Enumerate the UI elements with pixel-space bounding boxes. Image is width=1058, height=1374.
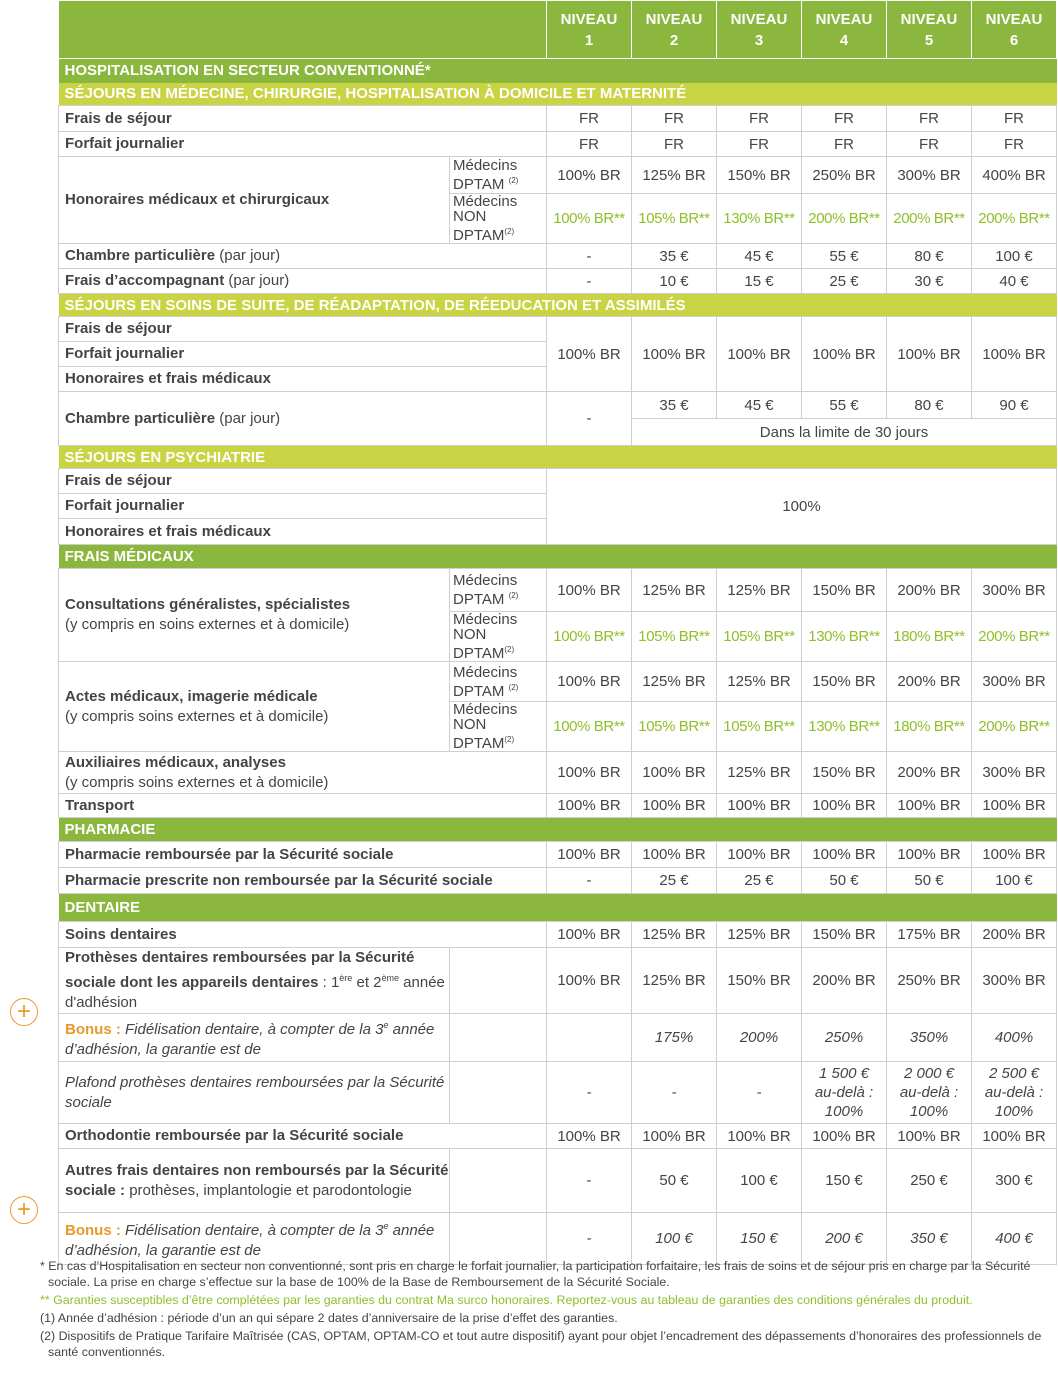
cell: FR (632, 106, 717, 132)
cell: 250% BR (887, 948, 972, 1014)
cell: 150% BR (717, 948, 802, 1014)
cell: 100% BR (547, 662, 632, 702)
row-label: Transport (59, 794, 547, 818)
cell: 100% BR** (547, 194, 632, 244)
cell: 100 € (632, 1213, 717, 1265)
cell: 1 500 € au-delà : 100% (802, 1062, 887, 1124)
row-label: Frais d’accompagnant (par jour) (59, 269, 547, 294)
cell: FR (887, 132, 972, 157)
cell: 40 € (972, 269, 1057, 294)
plus-icon: + (10, 998, 38, 1026)
cell: 15 € (717, 269, 802, 294)
cell: 100% BR (547, 157, 632, 194)
cell: 200% (717, 1014, 802, 1062)
cell: 300 € (972, 1149, 1057, 1213)
guarantees-table (58, 0, 1057, 1265)
cell: 25 € (802, 269, 887, 294)
cell (547, 1014, 632, 1062)
empty-cell (450, 1213, 547, 1265)
cell: 125% BR (717, 569, 802, 612)
cell: 80 € (887, 244, 972, 269)
cell: - (632, 1062, 717, 1124)
cell: 30 € (887, 269, 972, 294)
cell: 100% BR (802, 317, 887, 392)
cell: 100% BR (802, 842, 887, 868)
cell: 125% BR (632, 662, 717, 702)
cell: 300% BR (972, 662, 1057, 702)
cell: 150 € (717, 1213, 802, 1265)
cell: - (547, 269, 632, 294)
cell: 25 € (717, 868, 802, 894)
footnotes (40, 1258, 1058, 1362)
cell: 300% BR (887, 157, 972, 194)
cell: FR (547, 106, 632, 132)
cell: 100% BR (717, 794, 802, 818)
cell: 100% BR (547, 317, 632, 392)
cell: 150% BR (717, 157, 802, 194)
row-label: Actes médicaux, imagerie médicale (y compris soins externes et à domicile) (59, 662, 450, 752)
cell: 150% BR (802, 569, 887, 612)
row-bonus-2 (59, 1213, 1057, 1265)
row-auxiliaires (59, 752, 1057, 794)
cell: 105% BR** (632, 612, 717, 662)
row-protheses (59, 948, 1057, 1014)
cell: FR (547, 132, 632, 157)
doctor-type: Médecins DPTAM $^{(2)}$ (450, 569, 547, 612)
cell: 400% (972, 1014, 1057, 1062)
cell: 10 € (632, 269, 717, 294)
row-forfait (59, 132, 1057, 157)
footnote: (2) Dispositifs de Pratique Tarifaire Maîtrisée (CAS, OPTAM, OPTAM-CO et tout autre dispositif) ayant pour objet l’encadrement des dépassements d’honoraires des professionnels de santé conventionnés. (40, 1329, 1042, 1359)
cell: 150% BR (802, 662, 887, 702)
subsection-header: SÉJOURS EN PSYCHIATRIE (59, 446, 1057, 469)
psy-cell: 100% (547, 469, 1057, 545)
cell: 100% BR (547, 948, 632, 1014)
cell: 100% BR (547, 794, 632, 818)
cell: 55 € (802, 244, 887, 269)
cell: 350% (887, 1014, 972, 1062)
cell: 100% BR (887, 1124, 972, 1149)
limit-cell: Dans la limite de 30 jours (632, 419, 1057, 446)
cell: 100 € (717, 1149, 802, 1213)
row-psy-frais (59, 469, 1057, 494)
cell: 250% BR (802, 157, 887, 194)
cell: 35 € (632, 392, 717, 419)
cell: 100% BR (972, 842, 1057, 868)
cell: 250 € (887, 1149, 972, 1213)
row-label: Chambre particulière (par jour) (59, 244, 547, 269)
level-header: NIVEAU 5 (887, 1, 972, 59)
cell: 50 € (802, 868, 887, 894)
cell: 100 € (972, 868, 1057, 894)
row-pharma-r (59, 842, 1057, 868)
cell: 50 € (887, 868, 972, 894)
cell: 200% BR (887, 569, 972, 612)
cell: 100% BR (547, 842, 632, 868)
row-label: Bonus : Fidélisation dentaire, à compter de la 3e année d’adhésion, la garantie est de (59, 1213, 450, 1265)
header-blank (59, 1, 547, 59)
cell: 200% BR** (887, 194, 972, 244)
cell: 400 € (972, 1213, 1057, 1265)
subsection-header: SÉJOURS EN MÉDECINE, CHIRURGIE, HOSPITALISATION À DOMICILE ET MATERNITÉ (59, 83, 1057, 106)
cell: 100% BR (802, 794, 887, 818)
row-soins-dentaires (59, 922, 1057, 948)
row-autres (59, 1149, 1057, 1213)
cell: 100% BR (547, 569, 632, 612)
row-transport (59, 794, 1057, 818)
cell: 105% BR** (632, 194, 717, 244)
cell: FR (802, 106, 887, 132)
cell: 250% (802, 1014, 887, 1062)
row-label: Forfait journalier (59, 342, 547, 367)
cell: 200% BR** (972, 612, 1057, 662)
cell: 125% BR (632, 922, 717, 948)
cell: 175% (632, 1014, 717, 1062)
row-label: Forfait journalier (59, 494, 547, 519)
row-label: Plafond prothèses dentaires remboursées par la Sécurité sociale (59, 1062, 450, 1124)
levels-header-row (59, 1, 1057, 59)
row-label: Pharmacie prescrite non remboursée par la Sécurité sociale (59, 868, 547, 894)
cell: 200% BR (972, 922, 1057, 948)
cell: - (717, 1062, 802, 1124)
row-label: Frais de séjour (59, 317, 547, 342)
empty-cell (450, 948, 547, 1014)
cell: - (547, 1062, 632, 1124)
cell: 100% BR (972, 317, 1057, 392)
level-header: NIVEAU 1 (547, 1, 632, 59)
row-label: Prothèses dentaires remboursées par la Sécurité sociale dont les appareils dentaires : 1ère et 2ème année d'adhésion (59, 948, 450, 1014)
cell: 90 € (972, 392, 1057, 419)
row-honoraires-dptam (59, 157, 1057, 194)
row-chambre (59, 244, 1057, 269)
cell: 55 € (802, 392, 887, 419)
cell: 100% BR (547, 752, 632, 794)
cell: 200% BR (887, 662, 972, 702)
cell: 200% BR** (802, 194, 887, 244)
cell: 50 € (632, 1149, 717, 1213)
cell: 200% BR** (972, 194, 1057, 244)
cell: 100% BR** (547, 702, 632, 752)
cell: FR (632, 132, 717, 157)
cell: FR (717, 106, 802, 132)
cell: 100% BR (972, 794, 1057, 818)
cell: 100% BR (632, 752, 717, 794)
cell: 180% BR** (887, 612, 972, 662)
row-actes-dptam (59, 662, 1057, 702)
cell: 180% BR** (887, 702, 972, 752)
row-label: Chambre particulière (par jour) (59, 392, 547, 446)
cell: 105% BR** (717, 612, 802, 662)
cell: 100% BR (717, 842, 802, 868)
cell: 130% BR** (802, 702, 887, 752)
subsection-header: SÉJOURS EN SOINS DE SUITE, DE RÉADAPTATION, DE RÉEDUCATION ET ASSIMILÉS (59, 294, 1057, 317)
row-label: Pharmacie remboursée par la Sécurité sociale (59, 842, 547, 868)
row-ortho (59, 1124, 1057, 1149)
doctor-type: Médecins NON DPTAM$^{(2)}$ (450, 702, 547, 752)
level-header: NIVEAU 4 (802, 1, 887, 59)
cell: 125% BR (717, 922, 802, 948)
cell: 125% BR (632, 569, 717, 612)
row-ssr-chambre (59, 392, 1057, 419)
cell: 150% BR (802, 752, 887, 794)
footnote: (1) Année d’adhésion : période d’un an qui sépare 2 dates d’anniversaire de la prise d’effet des garanties. (40, 1311, 618, 1325)
cell: 100% BR (547, 922, 632, 948)
cell: 100% BR (972, 1124, 1057, 1149)
section-header: PHARMACIE (59, 818, 1057, 842)
cell: 300% BR (972, 569, 1057, 612)
cell: 2 000 € au-delà : 100% (887, 1062, 972, 1124)
cell: 125% BR (717, 752, 802, 794)
cell: 2 500 € au-delà : 100% (972, 1062, 1057, 1124)
cell: 100 € (972, 244, 1057, 269)
row-bonus-1 (59, 1014, 1057, 1062)
row-label: Autres frais dentaires non remboursés par la Sécurité sociale : prothèses, implantologie et parodontologie (59, 1149, 450, 1213)
cell: 125% BR (632, 948, 717, 1014)
row-label: Soins dentaires (59, 922, 547, 948)
cell: 130% BR** (717, 194, 802, 244)
cell: 100% BR (717, 317, 802, 392)
cell: 300% BR (972, 752, 1057, 794)
section-header: FRAIS MÉDICAUX (59, 545, 1057, 569)
footnote: ** Garanties susceptibles d’être complétées par les garanties du contrat Ma surco honoraires. Reportez-vous au tableau de garanties des conditions générales du produit. (40, 1293, 973, 1307)
row-label: Honoraires médicaux et chirurgicaux (59, 157, 450, 244)
cell: 100% BR (887, 317, 972, 392)
plus-icon: + (10, 1196, 38, 1224)
row-label: Consultations généralistes, spécialistes (y compris en soins externes et à domicile) (59, 569, 450, 662)
row-label: Frais de séjour (59, 106, 547, 132)
row-label: Orthodontie remboursée par la Sécurité sociale (59, 1124, 547, 1149)
cell: FR (972, 106, 1057, 132)
row-label: Bonus : Fidélisation dentaire, à compter de la 3e année d’adhésion, la garantie est de (59, 1014, 450, 1062)
cell: 100% BR (802, 1124, 887, 1149)
row-label: Honoraires et frais médicaux (59, 367, 547, 392)
footnote: * En cas d’Hospitalisation en secteur non conventionné, sont pris en charge le forfait journalier, la participation forfaitaire, les frais de soins et de séjour pris en charge par la Sécurité sociale. La prise en charge s’effectue sur la base de 100% de la Base de Remboursement de la Sécurité Sociale. (40, 1259, 1031, 1289)
cell: 200% BR (887, 752, 972, 794)
cell: 175% BR (887, 922, 972, 948)
cell: 100% BR (547, 1124, 632, 1149)
cell: 150 € (802, 1149, 887, 1213)
row-frais-sejour (59, 106, 1057, 132)
cell: 100% BR** (547, 612, 632, 662)
row-label: Forfait journalier (59, 132, 547, 157)
cell: - (547, 1149, 632, 1213)
row-pharma-nr (59, 868, 1057, 894)
doctor-type: Médecins DPTAM $^{(2)}$ (450, 662, 547, 702)
cell: 400% BR (972, 157, 1057, 194)
row-label: Frais de séjour (59, 469, 547, 494)
cell: 200 € (802, 1213, 887, 1265)
cell: - (547, 244, 632, 269)
cell: 105% BR** (632, 702, 717, 752)
empty-cell (450, 1014, 547, 1062)
cell: FR (972, 132, 1057, 157)
cell: 125% BR (717, 662, 802, 702)
cell: 300% BR (972, 948, 1057, 1014)
cell: 100% BR (632, 1124, 717, 1149)
cell: 350 € (887, 1213, 972, 1265)
level-header: NIVEAU 6 (972, 1, 1057, 59)
cell: 130% BR** (802, 612, 887, 662)
row-label: Auxiliaires médicaux, analyses (y compris soins externes et à domicile) (59, 752, 547, 794)
doctor-type: Médecins NON DPTAM$^{(2)}$ (450, 612, 547, 662)
cell: 100% BR (632, 317, 717, 392)
section-header: DENTAIRE (59, 894, 1057, 922)
cell: 25 € (632, 868, 717, 894)
cell: 100% BR (717, 1124, 802, 1149)
cell: - (547, 868, 632, 894)
cell: 100% BR (632, 842, 717, 868)
cell: 200% BR** (972, 702, 1057, 752)
cell: 100% BR (887, 794, 972, 818)
cell: 100% BR (632, 794, 717, 818)
cell: 100% BR (887, 842, 972, 868)
section-header: HOSPITALISATION EN SECTEUR CONVENTIONNÉ* (59, 59, 1057, 83)
cell: FR (802, 132, 887, 157)
cell: 35 € (632, 244, 717, 269)
row-consult-dptam (59, 569, 1057, 612)
empty-cell (450, 1062, 547, 1124)
cell: 200% BR (802, 948, 887, 1014)
empty-cell (450, 1149, 547, 1213)
level-header: NIVEAU 2 (632, 1, 717, 59)
row-plafond (59, 1062, 1057, 1124)
cell: 105% BR** (717, 702, 802, 752)
doctor-type: Médecins DPTAM $^{(2)}$ (450, 157, 547, 194)
cell: 45 € (717, 392, 802, 419)
cell: 150% BR (802, 922, 887, 948)
doctor-type: Médecins NON DPTAM$^{(2)}$ (450, 194, 547, 244)
row-accompagnant (59, 269, 1057, 294)
cell: 45 € (717, 244, 802, 269)
row-label: Honoraires et frais médicaux (59, 519, 547, 545)
cell: 125% BR (632, 157, 717, 194)
row-ssr-frais (59, 317, 1057, 342)
cell: - (547, 392, 632, 446)
cell: FR (887, 106, 972, 132)
cell: FR (717, 132, 802, 157)
cell: 80 € (887, 392, 972, 419)
level-header: NIVEAU 3 (717, 1, 802, 59)
cell: - (547, 1213, 632, 1265)
